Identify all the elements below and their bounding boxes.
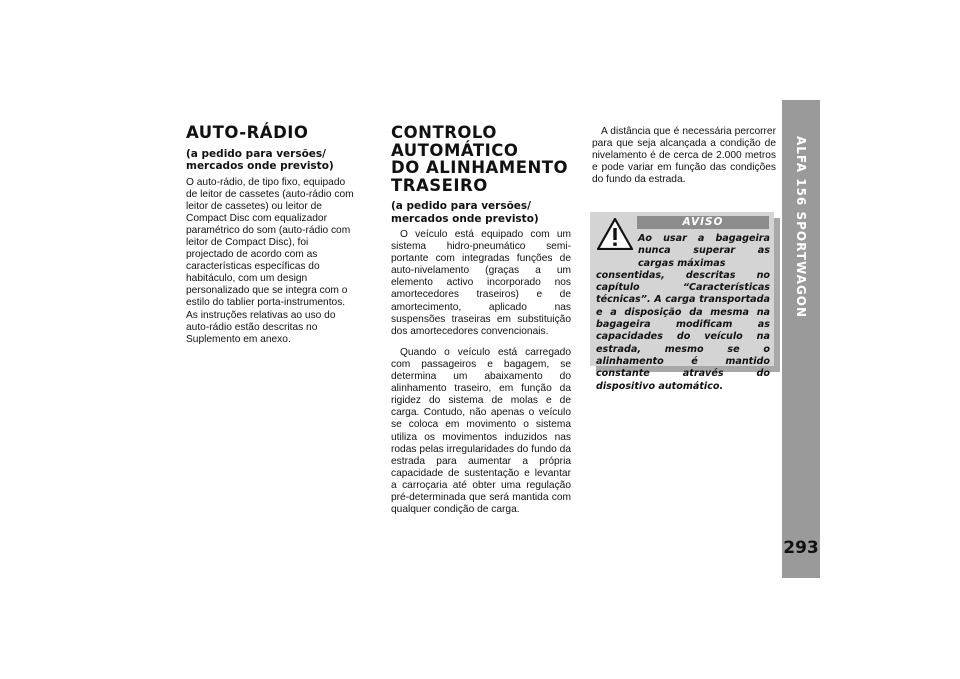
warning-label: AVISO: [637, 216, 769, 229]
levelling-distance-paragraph: A distância que é necessária percorrer para que seja alcançada a condição de nivelamento é de cerca de 2.000 metros e pode variar em função das condições do fundo da estrada.: [592, 126, 776, 186]
title-line: DO ALINHAMENTO: [391, 158, 569, 177]
page-number: 293: [783, 538, 819, 558]
warning-body-text: consentidas, descritas no capítulo “Características técnicas”. A carga transportada e a disposição da mesma na bagageira modificam as capacidades do veículo na estrada, mesmo se o alinhamento é mantido constante através do dispositivo automático.: [596, 269, 770, 392]
warning-text: [596, 233, 770, 393]
section-subtitle-rear-levelling: (a pedido para versões/ mercados onde previsto): [391, 200, 539, 225]
warning-box-panel: [590, 212, 774, 392]
column-rear-levelling: [391, 124, 571, 516]
rear-levelling-paragraph-1: O veículo está equipado com um sistema hidro-pneumático semi-portante com integradas funções de auto-nivelamento (graças a um elemento activo incorporado nos amortecedores traseiros) e de amortecimento, aplicado nas suspensões traseiras em substituição dos amortecedores convencionais.: [391, 229, 571, 337]
section-title-auto-radio: AUTO-RÁDIO: [186, 123, 309, 142]
title-line: TRASEIRO: [391, 175, 488, 195]
side-tab-title: ALFA 156 SPORTWAGON: [794, 136, 808, 319]
side-tab: [782, 100, 820, 578]
auto-radio-body: O auto-rádio, de tipo fixo, equipado de leitor de cassetes (auto-rádio com leitor de cassetes) ou leitor de Compact Disc com equalizador paramétrico do som (auto-rádio com leitor de Compact Disc), foi projectado de acordo com as características específicas do habitáculo, com um design personalizado que se integra com o estilo do tablier porta-instrumentos. As instruções relativas ao uso do auto-rádio estão descritas no Suplemento em anexo.: [186, 176, 354, 345]
warning-lead-text: Ao usar a bagageira nunca superar as cargas máximas: [638, 233, 770, 269]
warning-box: [590, 212, 780, 392]
title-line: AUTOMÁTICO: [391, 140, 519, 160]
section-subtitle-auto-radio: (a pedido para versões/ mercados onde previsto): [186, 147, 334, 172]
rear-levelling-paragraph-2: Quando o veículo está carregado com passageiros e bagagem, se determina um abaixamento do alinhamento traseiro, em função da rigidez do sistema de molas e de carga. Contudo, não apenas o veículo se coloca em movimento o sistema utiliza os movimentos induzidos nas rodas pelas irregularidades do fundo da estrada para aumentar a própria capacidade de sustentação e levantar a carroçaria até obter uma regulação pré-determinada que será mantida com qualquer condição de carga.: [391, 346, 571, 516]
column-auto-radio: [186, 124, 354, 346]
section-title-rear-levelling: [391, 124, 571, 194]
column-levelling-distance: [592, 126, 776, 186]
title-line: CONTROLO: [391, 123, 497, 142]
